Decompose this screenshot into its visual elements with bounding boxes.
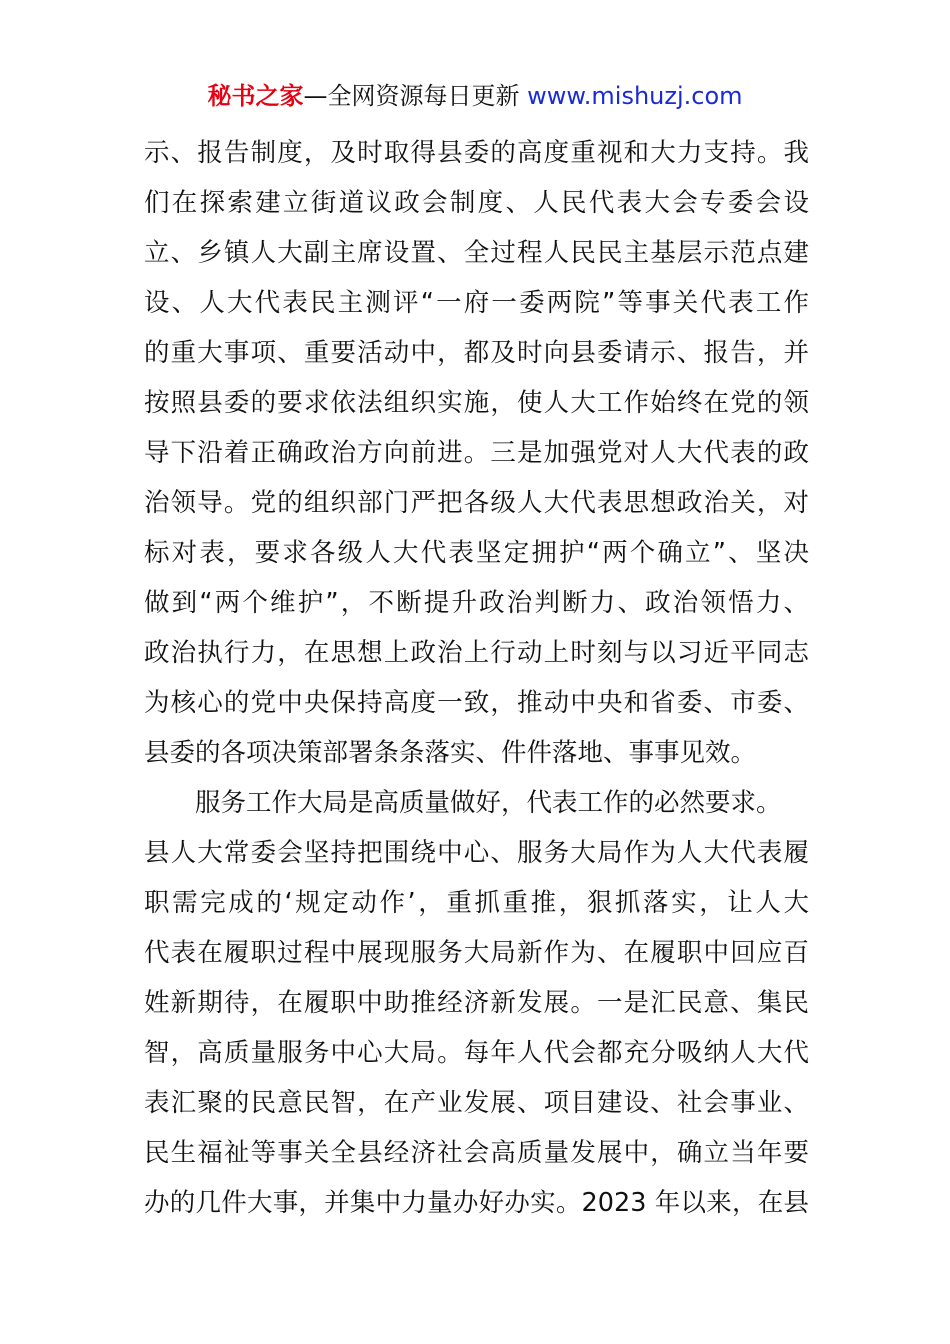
text-line: 们在探索建立街道议政会制度、人民代表大会专委会设 — [144, 188, 809, 218]
text-line: 姓新期待，在履职中助推经济新发展。一是汇民意、集民 — [144, 988, 809, 1018]
text-line: 办的几件大事，并集中力量办好办实。2023 年以来，在县 — [144, 1188, 809, 1218]
brand-name: 秘书之家 — [207, 82, 304, 110]
text-line: 示、报告制度，及时取得县委的高度重视和大力支持。我 — [144, 138, 809, 168]
text-line: 治领导。党的组织部门严把各级人大代表思想政治关，对 — [144, 488, 809, 518]
text-line: 智，高质量服务中心大局。每年人代会都充分吸纳人大代 — [144, 1038, 809, 1068]
text-line: 做到“两个维护”，不断提升政治判断力、政治领悟力、 — [144, 588, 809, 618]
text-line: 导下沿着正确政治方向前进。三是加强党对人大代表的政 — [144, 438, 809, 468]
header-tagline: —全网资源每日更新 — [303, 82, 528, 110]
paragraph-end-line: 县委的各项决策部署条条落实、件件落地、事事见效。 — [144, 738, 757, 768]
text-line: 立、乡镇人大副主席设置、全过程人民民主基层示范点建 — [144, 238, 809, 268]
text-line: 按照县委的要求依法组织实施，使人大工作始终在党的领 — [144, 388, 809, 418]
page-header — [0, 80, 950, 112]
text-line: 县人大常委会坚持把围绕中心、服务大局作为人大代表履 — [144, 838, 809, 868]
text-line: 政治执行力，在思想上政治上行动上时刻与以习近平同志 — [144, 638, 809, 668]
text-line: 职需完成的‘规定动作’，重抓重推，狠抓落实，让人大 — [144, 888, 809, 918]
site-url-link[interactable]: www.mishuzj.com — [527, 82, 743, 110]
text-line: 民生福祉等事关全县经济社会高质量发展中，确立当年要 — [144, 1138, 809, 1168]
text-line: 设、人大代表民主测评“一府一委两院”等事关代表工作 — [144, 288, 809, 318]
document-body — [144, 128, 809, 1228]
paragraph-start-line: 服务工作大局是高质量做好，代表工作的必然要求。 — [195, 788, 782, 818]
text-line: 标对表，要求各级人大代表坚定拥护“两个确立”、坚决 — [144, 538, 809, 568]
text-line: 的重大事项、重要活动中，都及时向县委请示、报告，并 — [144, 338, 809, 368]
text-line: 表汇聚的民意民智，在产业发展、项目建设、社会事业、 — [144, 1088, 809, 1118]
text-line: 代表在履职过程中展现服务大局新作为、在履职中回应百 — [144, 938, 809, 968]
text-line: 为核心的党中央保持高度一致，推动中央和省委、市委、 — [144, 688, 809, 718]
